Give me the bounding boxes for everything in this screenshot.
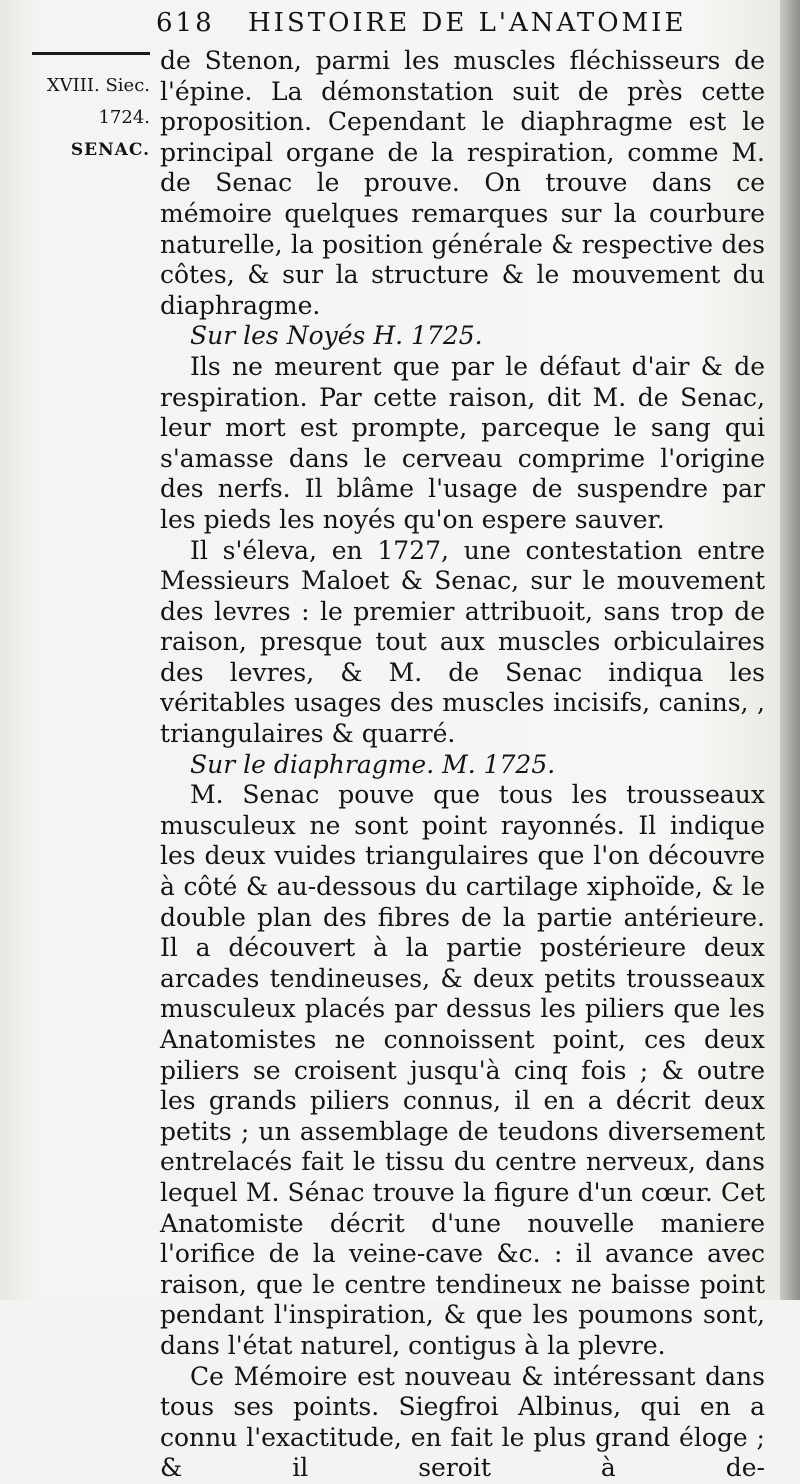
page-edge bbox=[780, 0, 800, 1300]
margin-rule bbox=[32, 52, 150, 55]
paragraph: Il s'éleva, en 1727, une contestation entre Messieurs Maloet & Senac, sur le mouvement des levres : le premier attribuoit, sans trop de raison, presque tout aux muscles orbiculaires des levres, & M. de Senac indiqua les véritables usages des muscles incisifs, canins, , triangulaires & quarré. bbox=[160, 535, 765, 749]
paragraph: M. Senac pouve que tous les trousseaux musculeux ne sont point rayonnés. Il indique les deux vuides triangulaires que l'on découvre à côté & au-dessous du cartilage xiphoïde, & le double plan des fibres de la partie antérieure. Il a découvert à la partie postérieure deux arcades tendineuses, & deux petits trousseaux musculeux placés par dessus les piliers que les Anatomistes ne connoissent point, ces deux piliers se croisent jusqu'à cinq fois ; & outre les grands piliers connus, il en a décrit deux petits ; un assemblage de teudons diversement entrelacés fait le tissu du centre nerveux, dans lequel M. Sénac trouve la figure d'un cœur. Cet Anatomiste décrit d'une nouvelle maniere l'orifice de la veine-cave &c. : il avance avec raison, que le centre tendineux ne baisse point pendant l'inspiration, & que les poumons sont, dans l'état naturel, contigus à la plevre. bbox=[160, 780, 765, 1360]
margin-century: XVIII. Siec. bbox=[46, 75, 150, 96]
body-text bbox=[160, 46, 765, 1484]
paragraph: Ce Mémoire est nouveau & intéressant dans tous ses points. Siegfroi Albinus, qui en a connu l'exactitude, en fait le plus grand éloge ; & il seroit à de- bbox=[160, 1361, 765, 1483]
running-header bbox=[156, 4, 766, 44]
paragraph: Ils ne meurent que par le défaut d'air & de respiration. Par cette raison, dit M. de Senac, leur mort est prompte, parceque le sang qui s'amasse dans le cerveau comprime l'origine des nerfs. Il blâme l'usage de suspendre par les pieds les noyés qu'on espere sauver. bbox=[160, 351, 765, 534]
margin-author: SENAC. bbox=[70, 140, 150, 160]
running-title: HISTOIRE DE L'ANATOMIE bbox=[248, 8, 687, 38]
paragraph: de Stenon, parmi les muscles fléchisseurs de l'épine. La démonstation suit de près cette proposition. Cependant le diaphragme est le principal organe de la respiration, comme M. de Senac le prouve. On trouve dans ce mémoire quelques remarques sur la courbure naturelle, la position générale & respective des côtes, & sur la structure & le mouvement du diaphragme. bbox=[160, 46, 765, 320]
margin-notes bbox=[14, 70, 150, 166]
page-number: 618 bbox=[156, 8, 215, 38]
section-heading: Sur le diaphragme. M. 1725. bbox=[190, 749, 556, 779]
margin-year: 1724. bbox=[98, 107, 150, 128]
section-heading: Sur les Noyés H. 1725. bbox=[190, 321, 483, 351]
